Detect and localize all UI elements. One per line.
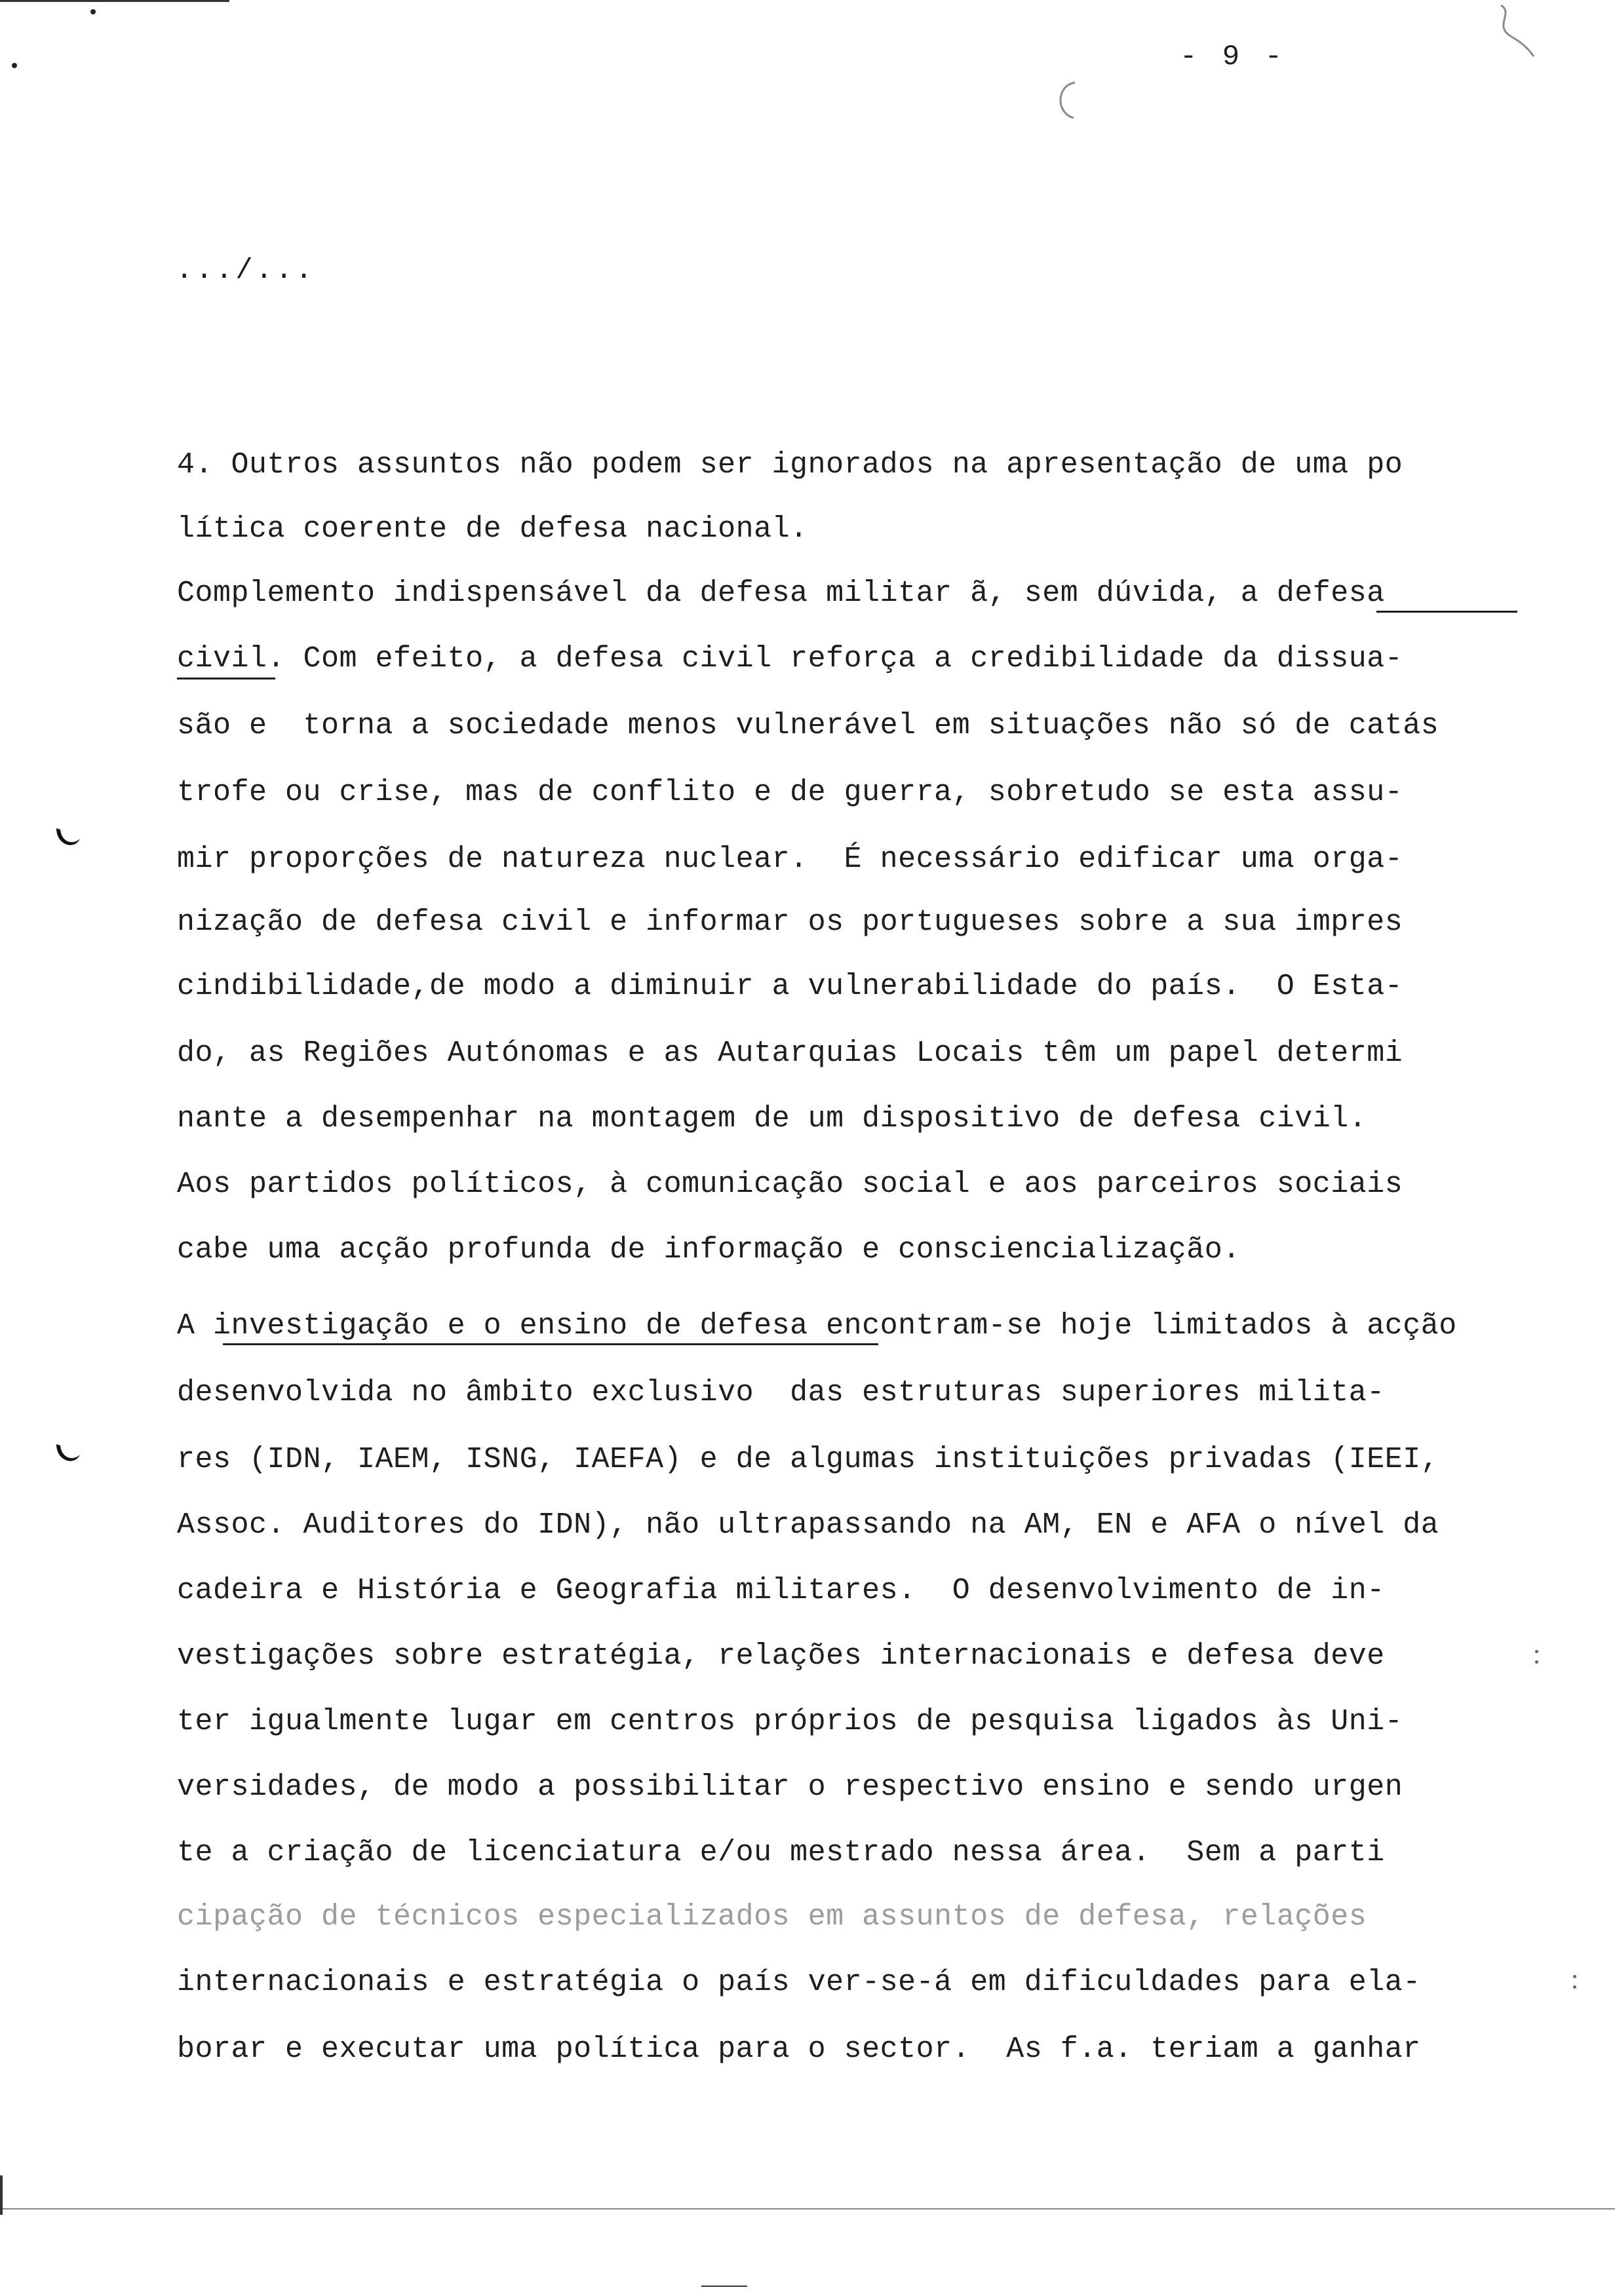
text-line: versidades, de modo a possibilitar o respectivo ensino e sendo urgen (177, 1770, 1403, 1804)
text-line: lítica coerente de defesa nacional. (177, 512, 808, 546)
text-line: res (IDN, IAEM, ISNG, IAEFA) e de algumas instituições privadas (IEEI, (177, 1443, 1439, 1476)
text-line: 4. Outros assuntos não podem ser ignorados na apresentação de uma po (177, 448, 1403, 482)
text-line: civil. Com efeito, a defesa civil reforça a credibilidade da dissua- (177, 642, 1403, 676)
page-number: - 9 - (1180, 41, 1287, 73)
text-line: ter igualmente lugar em centros próprios de pesquisa ligados às Uni- (177, 1705, 1403, 1738)
text-line: borar e executar uma política para o sector. As f.a. teriam a ganhar (177, 2033, 1421, 2066)
scan-edge-bottom-center (701, 2286, 747, 2287)
text-line: desenvolvida no âmbito exclusivo das estruturas superiores milita- (177, 1376, 1385, 1409)
pencil-mark-icon (1049, 79, 1088, 124)
text-line: do, as Regiões Autónomas e as Autarquias Locais têm um papel determi (177, 1037, 1403, 1070)
text-line: cadeira e História e Geografia militares. O desenvolvimento de in- (177, 1574, 1385, 1607)
text-line: são e torna a sociedade menos vulnerável em situações não só de catás (177, 709, 1439, 742)
text-line: cindibilidade,de modo a diminuir a vulnerabilidade do país. O Esta- (177, 970, 1403, 1003)
margin-speck (1573, 1975, 1576, 1978)
text-line: Complemento indispensável da defesa militar ã, sem dúvida, a defesa (177, 577, 1385, 610)
pencil-mark-icon (1488, 0, 1540, 59)
scan-edge-bottom (0, 2208, 1615, 2210)
text-line: Aos partidos políticos, à comunicação social e aos parceiros sociais (177, 1168, 1403, 1201)
continuation-marker: .../... (176, 254, 315, 287)
underline-defesa-civil (1376, 611, 1517, 613)
underline-defesa-civil (177, 678, 275, 679)
crescent-mark-icon (52, 823, 81, 852)
text-line: nante a desempenhar na montagem de um dispositivo de defesa civil. (177, 1102, 1367, 1136)
text-line: nização de defesa civil e informar os portugueses sobre a sua impres (177, 906, 1403, 939)
text-line-faded: cipação de técnicos especializados em assuntos de defesa, relações (177, 1900, 1367, 1934)
text-line: mir proporções de natureza nuclear. É necessário edificar uma orga- (177, 843, 1403, 876)
text-line: te a criação de licenciatura e/ou mestrado nessa área. Sem a parti (177, 1836, 1385, 1869)
text-line: cabe uma acção profunda de informação e consciencialização. (177, 1233, 1241, 1267)
text-line: vestigações sobre estratégia, relações internacionais e defesa deve (177, 1639, 1385, 1673)
text-line: trofe ou crise, mas de conflito e de guerra, sobretudo se esta assu- (177, 776, 1403, 809)
margin-speck (1573, 1985, 1576, 1989)
margin-speck (1535, 1660, 1538, 1664)
scan-speck (90, 9, 96, 14)
underline-investigacao (223, 1343, 878, 1345)
text-line: A investigação e o ensino de defesa encontram-se hoje limitados à acção (177, 1309, 1457, 1343)
scan-edge-bottom-left (0, 2175, 3, 2215)
scan-speck (12, 63, 17, 68)
crescent-mark-icon (52, 1439, 81, 1468)
scan-edge-top (0, 0, 229, 2)
text-line: internacionais e estratégia o país ver-se-á em dificuldades para ela- (177, 1966, 1421, 1999)
text-line: Assoc. Auditores do IDN), não ultrapassando na AM, EN e AFA o nível da (177, 1508, 1439, 1542)
margin-speck (1535, 1650, 1538, 1653)
